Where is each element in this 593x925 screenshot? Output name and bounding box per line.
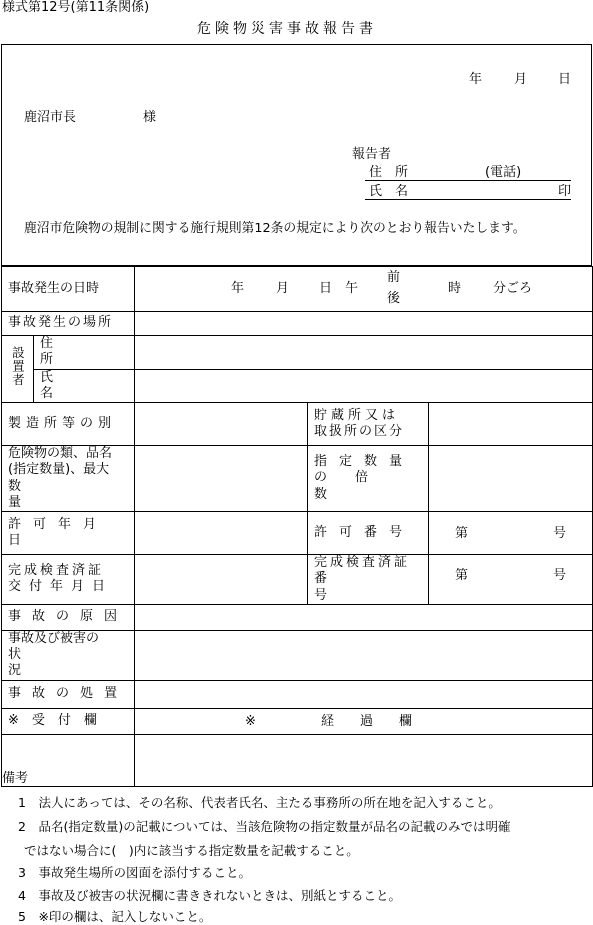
- name-underline: [365, 199, 571, 200]
- progress-mark: ※: [245, 713, 256, 729]
- multiple-field[interactable]: [429, 446, 593, 512]
- table-row: [2, 734, 593, 786]
- installer-name-field[interactable]: [135, 369, 593, 403]
- cause-field[interactable]: [135, 604, 593, 630]
- reporter-label: 報告者: [352, 147, 392, 162]
- permit-number-label: 許可番号: [308, 512, 429, 555]
- installer-address-field[interactable]: [135, 336, 593, 370]
- note-item: ではない場合に( )内に該当する指定数量を記載すること。: [24, 843, 359, 858]
- table-row: [2, 604, 593, 630]
- damage-label: 事故及び被害の 状況: [2, 630, 135, 680]
- hazard-field[interactable]: [135, 446, 308, 512]
- installer-name-label: 氏名: [34, 369, 135, 403]
- date-day: 日: [558, 72, 572, 87]
- form-number: 様式第12号(第11条関係): [2, 0, 150, 15]
- table-row: [2, 267, 593, 312]
- honorific: 様: [143, 110, 157, 125]
- facility-type-label: 製造所等の別: [2, 403, 135, 446]
- document-title: 危険物災害事故報告書: [197, 21, 377, 37]
- table-row: [2, 708, 593, 734]
- inspection-number-prefix: 第: [455, 568, 469, 583]
- time-am: 前: [387, 270, 401, 285]
- report-table: [1, 266, 593, 787]
- table-row: [2, 312, 593, 336]
- installer-label: 設置者: [2, 336, 34, 403]
- table-row: [2, 630, 593, 680]
- inspection-number-field[interactable]: [429, 555, 593, 605]
- seal-mark: 印: [558, 184, 572, 199]
- permit-date-label: 許可年月日: [2, 512, 135, 555]
- note-item: 2 品名(指定数量)の記載については、当該危険物の指定数量が品名の記載のみでは明確: [18, 819, 511, 834]
- table-row: [2, 680, 593, 708]
- table-row: [2, 336, 593, 370]
- cause-label: 事故の原因: [2, 604, 135, 630]
- table-row: [2, 555, 593, 605]
- reporter-name-label: 氏 名: [369, 184, 409, 199]
- permit-number-field[interactable]: [429, 512, 593, 555]
- table-row: [2, 512, 593, 555]
- reception-label: ※ 受 付 欄: [2, 708, 135, 734]
- inspection-number-label: 完成検査済証 番号: [308, 555, 429, 605]
- reporter-phone-label: (電話): [485, 165, 522, 180]
- note-item: 3 事故発生場所の図面を添付すること。: [18, 865, 251, 880]
- table-row: [2, 403, 593, 446]
- inspection-date-field[interactable]: [135, 555, 308, 605]
- progress-field[interactable]: [135, 734, 593, 786]
- address-underline: [365, 180, 571, 181]
- note-item: 1 法人にあっては、その名称、代表者氏名、主たる事務所の所在地を記入すること。: [18, 795, 501, 810]
- hazard-label: 危険物の類、品名 (指定数量)、最大 数量: [2, 446, 135, 512]
- multiple-label: 指定数量 の倍数: [308, 446, 429, 512]
- storage-handling-field[interactable]: [429, 403, 593, 446]
- progress-label-text: 経 過 欄: [321, 713, 413, 729]
- table-row: [2, 446, 593, 512]
- time-year: 年: [231, 281, 245, 296]
- note-item: 5 ※印の欄は、記入しないこと。: [18, 909, 212, 924]
- damage-field[interactable]: [135, 630, 593, 680]
- time-pm: 後: [387, 291, 401, 306]
- permit-number-prefix: 第: [455, 526, 469, 541]
- disposal-label: 事故の処置: [2, 680, 135, 708]
- facility-type-field[interactable]: [135, 403, 308, 446]
- header-box: [1, 44, 592, 266]
- note-item: 4 事故及び被害の状況欄に書ききれないときは、別紙とすること。: [18, 888, 401, 903]
- occurrence-place-label: 事故発生の場所: [2, 312, 135, 336]
- reporter-address-label: 住 所: [369, 165, 409, 180]
- statement: 鹿沼市危険物の規制に関する施行規則第12条の規定により次のとおり報告いたします。: [24, 221, 526, 236]
- time-hour: 時: [448, 281, 462, 296]
- progress-label: [135, 708, 593, 734]
- permit-number-suffix: 号: [553, 526, 567, 541]
- inspection-date-label: 完成検査済証 交付年月日: [2, 555, 135, 605]
- occurrence-time-label: 事故発生の日時: [2, 267, 135, 312]
- inspection-number-suffix: 号: [553, 568, 567, 583]
- occurrence-time-field[interactable]: [135, 267, 593, 312]
- addressee: 鹿沼市長: [24, 110, 77, 125]
- storage-handling-label: 貯蔵所又は 取扱所の区分: [308, 403, 429, 446]
- permit-date-field[interactable]: [135, 512, 308, 555]
- occurrence-place-field[interactable]: [135, 312, 593, 336]
- time-month: 月: [276, 281, 290, 296]
- time-am-pm: 午: [345, 281, 359, 296]
- time-minute: 分ごろ: [493, 281, 533, 296]
- date-month: 月: [514, 72, 528, 87]
- date-year: 年: [469, 72, 483, 87]
- notes-heading: 備考: [2, 771, 29, 786]
- table-row: [2, 369, 593, 403]
- installer-address-label: 住所: [34, 336, 135, 370]
- time-day: 日: [319, 281, 333, 296]
- disposal-field[interactable]: [135, 680, 593, 708]
